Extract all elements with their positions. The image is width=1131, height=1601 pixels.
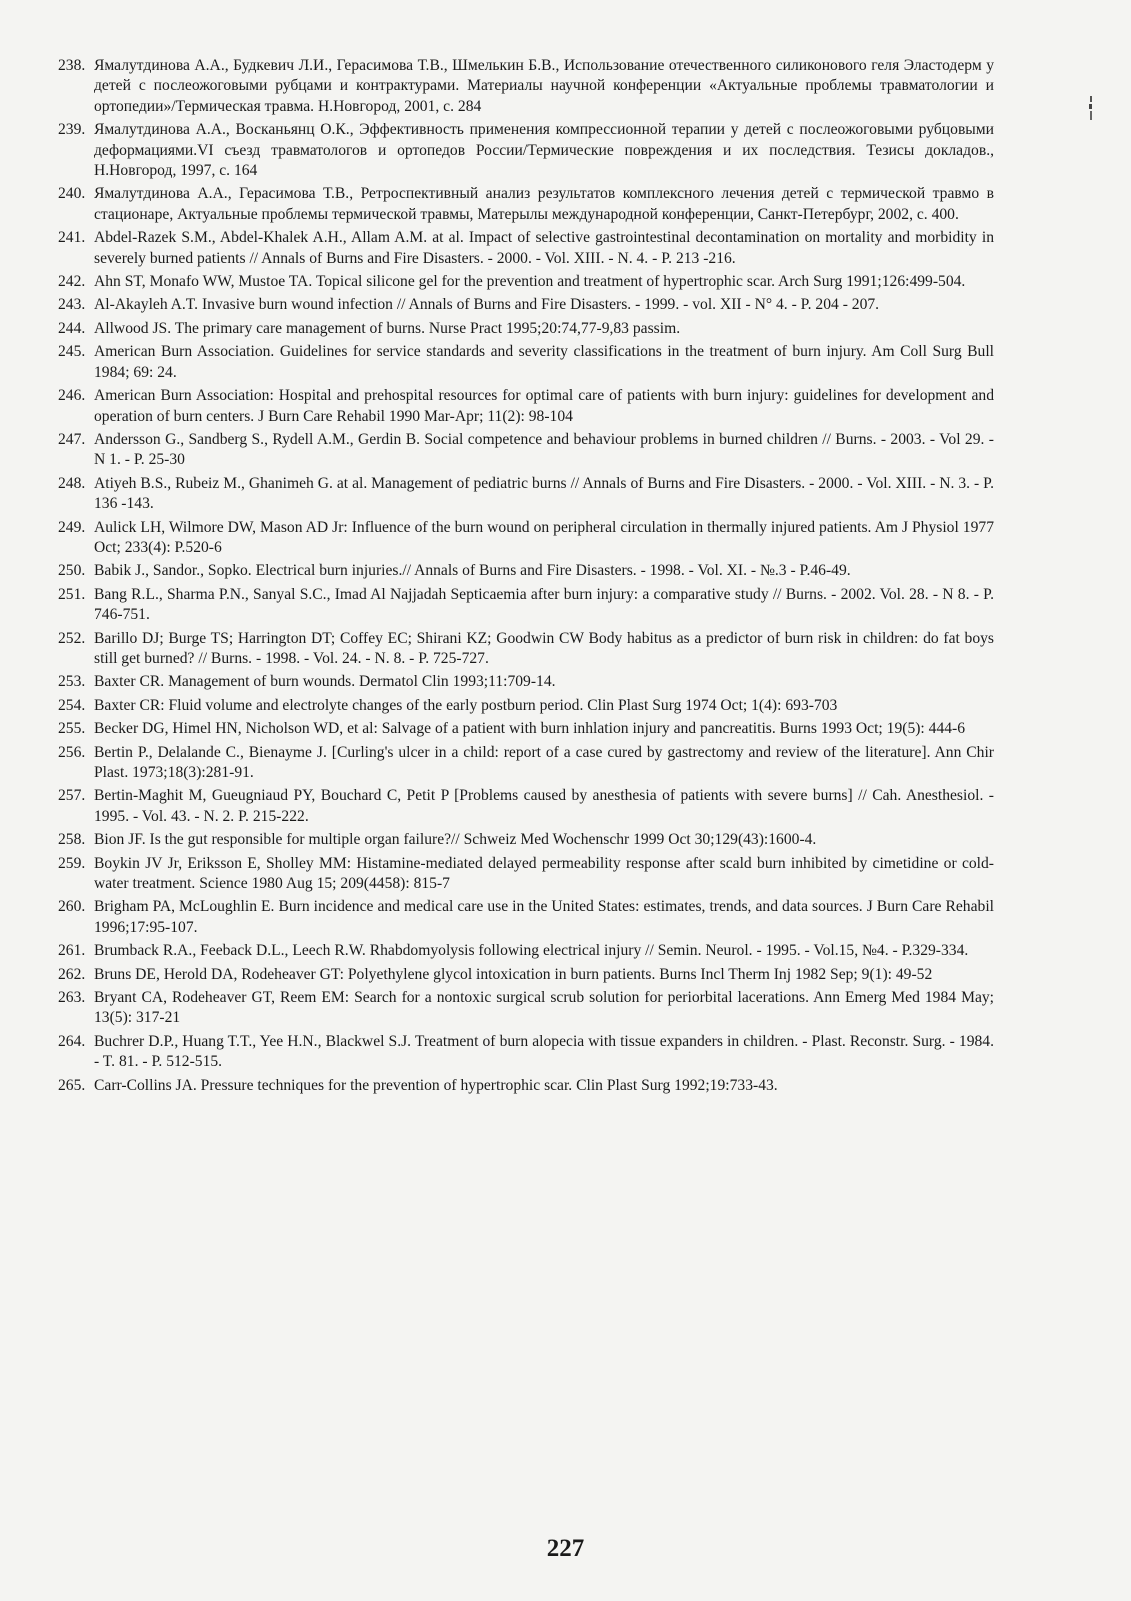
reference-text: Ямалутдинова А.А., Восканьянц О.К., Эффективность применения компрессионной терапии у детей с послеожоговыми рубцовыми деформациями.VI съезд травматологов и ортопедов России/Термические повреждения и их последствия. Тезисы докладов., Н.Новгород, 1997, с. 164 [94, 121, 994, 180]
reference-item [58, 295, 994, 315]
reference-item [58, 988, 994, 1029]
reference-item [58, 386, 994, 427]
reference-number: 243. [58, 296, 86, 314]
reference-number: 258. [58, 831, 86, 849]
reference-item [58, 941, 994, 961]
reference-number: 260. [58, 898, 86, 916]
reference-number: 239. [58, 121, 86, 139]
reference-item [58, 184, 994, 225]
reference-text: Boykin JV Jr, Eriksson E, Sholley MM: Histamine-mediated delayed permeability response after scald burn inhibited by cimetidine or cold-water treatment. Science 1980 Aug 15; 209(4458): 815-7 [94, 854, 994, 893]
reference-number: 255. [58, 720, 86, 738]
reference-item [58, 672, 994, 692]
reference-text: Becker DG, Himel HN, Nicholson WD, et al: Salvage of a patient with burn inhlation injury and pancreatitis. Burns 1993 Oct; 19(5): 444-6 [94, 720, 966, 738]
reference-item [58, 786, 994, 827]
reference-number: 263. [58, 989, 86, 1007]
reference-text: Allwood JS. The primary care management of burns. Nurse Pract 1995;20:74,77-9,83 passim. [94, 319, 681, 337]
reference-number: 240. [58, 185, 86, 203]
reference-number: 238. [58, 57, 86, 74]
reference-item [58, 854, 994, 895]
reference-number: 265. [58, 1076, 86, 1094]
reference-text: Bang R.L., Sharma P.N., Sanyal S.C., Imad Al Najjadah Septicaemia after burn injury: a comparative study // Burns. - 2002. Vol. 28. - N 8. - P. 746-751. [94, 585, 994, 624]
reference-text: Brumback R.A., Feeback D.L., Leech R.W. Rhabdomyolysis following electrical injury // Semin. Neurol. - 1995. - Vol.15, №4. - P.329-334. [94, 942, 969, 960]
reference-text: Ямалутдинова А.А., Герасимова Т.В., Ретроспективный анализ результатов комплексного лечения детей с термической травмо в стационаре, Актуальные проблемы термической травмы, Матерылы международной конференции, Санкт-Петербург, 2002, с. 400. [94, 185, 994, 223]
reference-text: Andersson G., Sandberg S., Rydell A.M., Gerdin B. Social competence and behaviour problems in burned children // Burns. - 2003. - Vol 29. - N 1. - P. 25-30 [94, 430, 994, 469]
reference-text: Ямалутдинова А.А., Будкевич Л.И., Герасимова Т.В., Шмелькин Б.В., Использование отечественного силиконового геля Эластодерм у детей с послеожоговыми рубцами и контрактурами. Материалы научной конференции «Актуальные проблемы травматологии и ортопедии»/Термическая травма. Н.Новгород, 2001, с. 284 [94, 57, 994, 115]
reference-text: Abdel-Razek S.M., Abdel-Khalek A.H., Allam A.M. at al. Impact of selective gastrointestinal decontamination on mortality and morbidity in severely burned patients // Annals of Burns and Fire Disasters. - 2000. - Vol. XIII. - N. 4. - P. 213 -216. [94, 229, 994, 267]
reference-number: 241. [58, 229, 86, 247]
reference-text: Atiyeh B.S., Rubeiz M., Ghanimeh G. at al. Management of pediatric burns // Annals of Burns and Fire Disasters. - 2000. - Vol. XIII. - N. 3. - P. 136 -143. [94, 474, 994, 513]
reference-text: American Burn Association. Guidelines for service standards and severity classifications in the treatment of burn injury. Am Coll Surg Bull 1984; 69: 24. [94, 343, 994, 381]
reference-item [58, 56, 994, 117]
reference-number: 261. [58, 942, 86, 960]
reference-number: 242. [58, 273, 86, 291]
reference-number: 248. [58, 474, 86, 492]
reference-number: 257. [58, 787, 86, 805]
margin-mark [1088, 96, 1094, 122]
reference-number: 256. [58, 743, 86, 761]
reference-item [58, 518, 994, 559]
reference-item [58, 696, 994, 716]
reference-text: Baxter CR. Management of burn wounds. Dermatol Clin 1993;11:709-14. [94, 673, 556, 691]
reference-text: Aulick LH, Wilmore DW, Mason AD Jr: Influence of the burn wound on peripheral circulation in thermally injured patients. Am J Physiol 1977 Oct; 233(4): P.520-6 [94, 518, 994, 556]
reference-item [58, 585, 994, 626]
reference-number: 252. [58, 629, 86, 647]
reference-text: American Burn Association: Hospital and prehospital resources for optimal care of patients with burn injury: guidelines for development and operation of burn centers. J Burn Care Rehabil 1990 Mar-Apr; 11(2): 98-104 [94, 387, 994, 425]
reference-item [58, 830, 994, 850]
reference-text: Bion JF. Is the gut responsible for multiple organ failure?// Schweiz Med Wochenschr 1999 Oct 30;129(43):1600-4. [94, 831, 817, 849]
reference-number: 251. [58, 585, 86, 603]
reference-text: Al-Akayleh A.T. Invasive burn wound infection // Annals of Burns and Fire Disasters. - 1999. - vol. XII - N° 4. - P. 204 - 207. [94, 296, 880, 314]
reference-item [58, 272, 994, 292]
reference-number: 253. [58, 673, 86, 691]
reference-number: 259. [58, 854, 86, 872]
reference-item [58, 1032, 994, 1073]
reference-text: Carr-Collins JA. Pressure techniques for the prevention of hypertrophic scar. Clin Plast Surg 1992;19:733-43. [94, 1076, 778, 1094]
reference-number: 264. [58, 1032, 86, 1050]
reference-item [58, 120, 994, 181]
reference-number: 249. [58, 518, 86, 536]
reference-text: Baxter CR: Fluid volume and electrolyte changes of the early postburn period. Clin Plast Surg 1974 Oct; 1(4): 693-703 [94, 696, 838, 714]
reference-item [58, 743, 994, 784]
reference-item [58, 342, 994, 383]
reference-text: Bruns DE, Herold DA, Rodeheaver GT: Polyethylene glycol intoxication in burn patients. Burns Incl Therm Inj 1982 Sep; 9(1): 49-52 [94, 965, 933, 983]
reference-text: Bertin P., Delalande C., Bienayme J. [Curling's ulcer in a child: report of a case cured by gastrectomy and review of the literature]. Ann Chir Plast. 1973;18(3):281-91. [94, 743, 994, 781]
reference-text: Buchrer D.P., Huang T.T., Yee H.N., Blackwel S.J. Treatment of burn alopecia with tissue expanders in children. - Plast. Reconstr. Surg. - 1984. - T. 81. - P. 512-515. [94, 1032, 994, 1071]
reference-text: Barillo DJ; Burge TS; Harrington DT; Coffey EC; Shirani KZ; Goodwin CW Body habitus as a predictor of burn risk in children: do fat boys still get burned? // Burns. - 1998. - Vol. 24. - N. 8. - P. 725-727. [94, 629, 994, 667]
page-number: 227 [546, 1535, 585, 1562]
reference-number: 254. [58, 696, 86, 714]
reference-item [58, 319, 994, 339]
reference-item [58, 474, 994, 515]
reference-number: 247. [58, 430, 86, 448]
reference-text: Ahn ST, Monafo WW, Mustoe TA. Topical silicone gel for the prevention and treatment of hypertrophic scar. Arch Surg 1991;126:499-504. [94, 273, 966, 291]
reference-item [58, 430, 994, 471]
reference-item [58, 561, 994, 581]
reference-text: Bryant CA, Rodeheaver GT, Reem EM: Search for a nontoxic surgical scrub solution for periorbital lacerations. Ann Emerg Med 1984 May; 13(5): 317-21 [94, 989, 994, 1027]
reference-list [58, 56, 994, 1099]
reference-number: 244. [58, 319, 86, 337]
reference-item [58, 965, 994, 985]
reference-item [58, 629, 994, 670]
reference-number: 250. [58, 562, 86, 580]
reference-item [58, 228, 994, 269]
reference-text: Brigham PA, McLoughlin E. Burn incidence and medical care use in the United States: estimates, trends, and data sources. J Burn Care Rehabil 1996;17:95-107. [94, 898, 994, 936]
reference-item [58, 719, 994, 739]
reference-item [58, 897, 994, 938]
reference-item [58, 1076, 994, 1096]
reference-text: Babik J., Sandor., Sopko. Electrical burn injuries.// Annals of Burns and Fire Disasters. - 1998. - Vol. XI. - №.3 - P.46-49. [94, 562, 851, 580]
reference-number: 246. [58, 387, 86, 405]
reference-number: 245. [58, 343, 86, 361]
reference-number: 262. [58, 965, 86, 983]
reference-text: Bertin-Maghit M, Gueugniaud PY, Bouchard C, Petit P [Problems caused by anesthesia of patients with severe burns] // Cah. Anesthesiol. - 1995. - Vol. 43. - N. 2. P. 215-222. [94, 787, 994, 825]
